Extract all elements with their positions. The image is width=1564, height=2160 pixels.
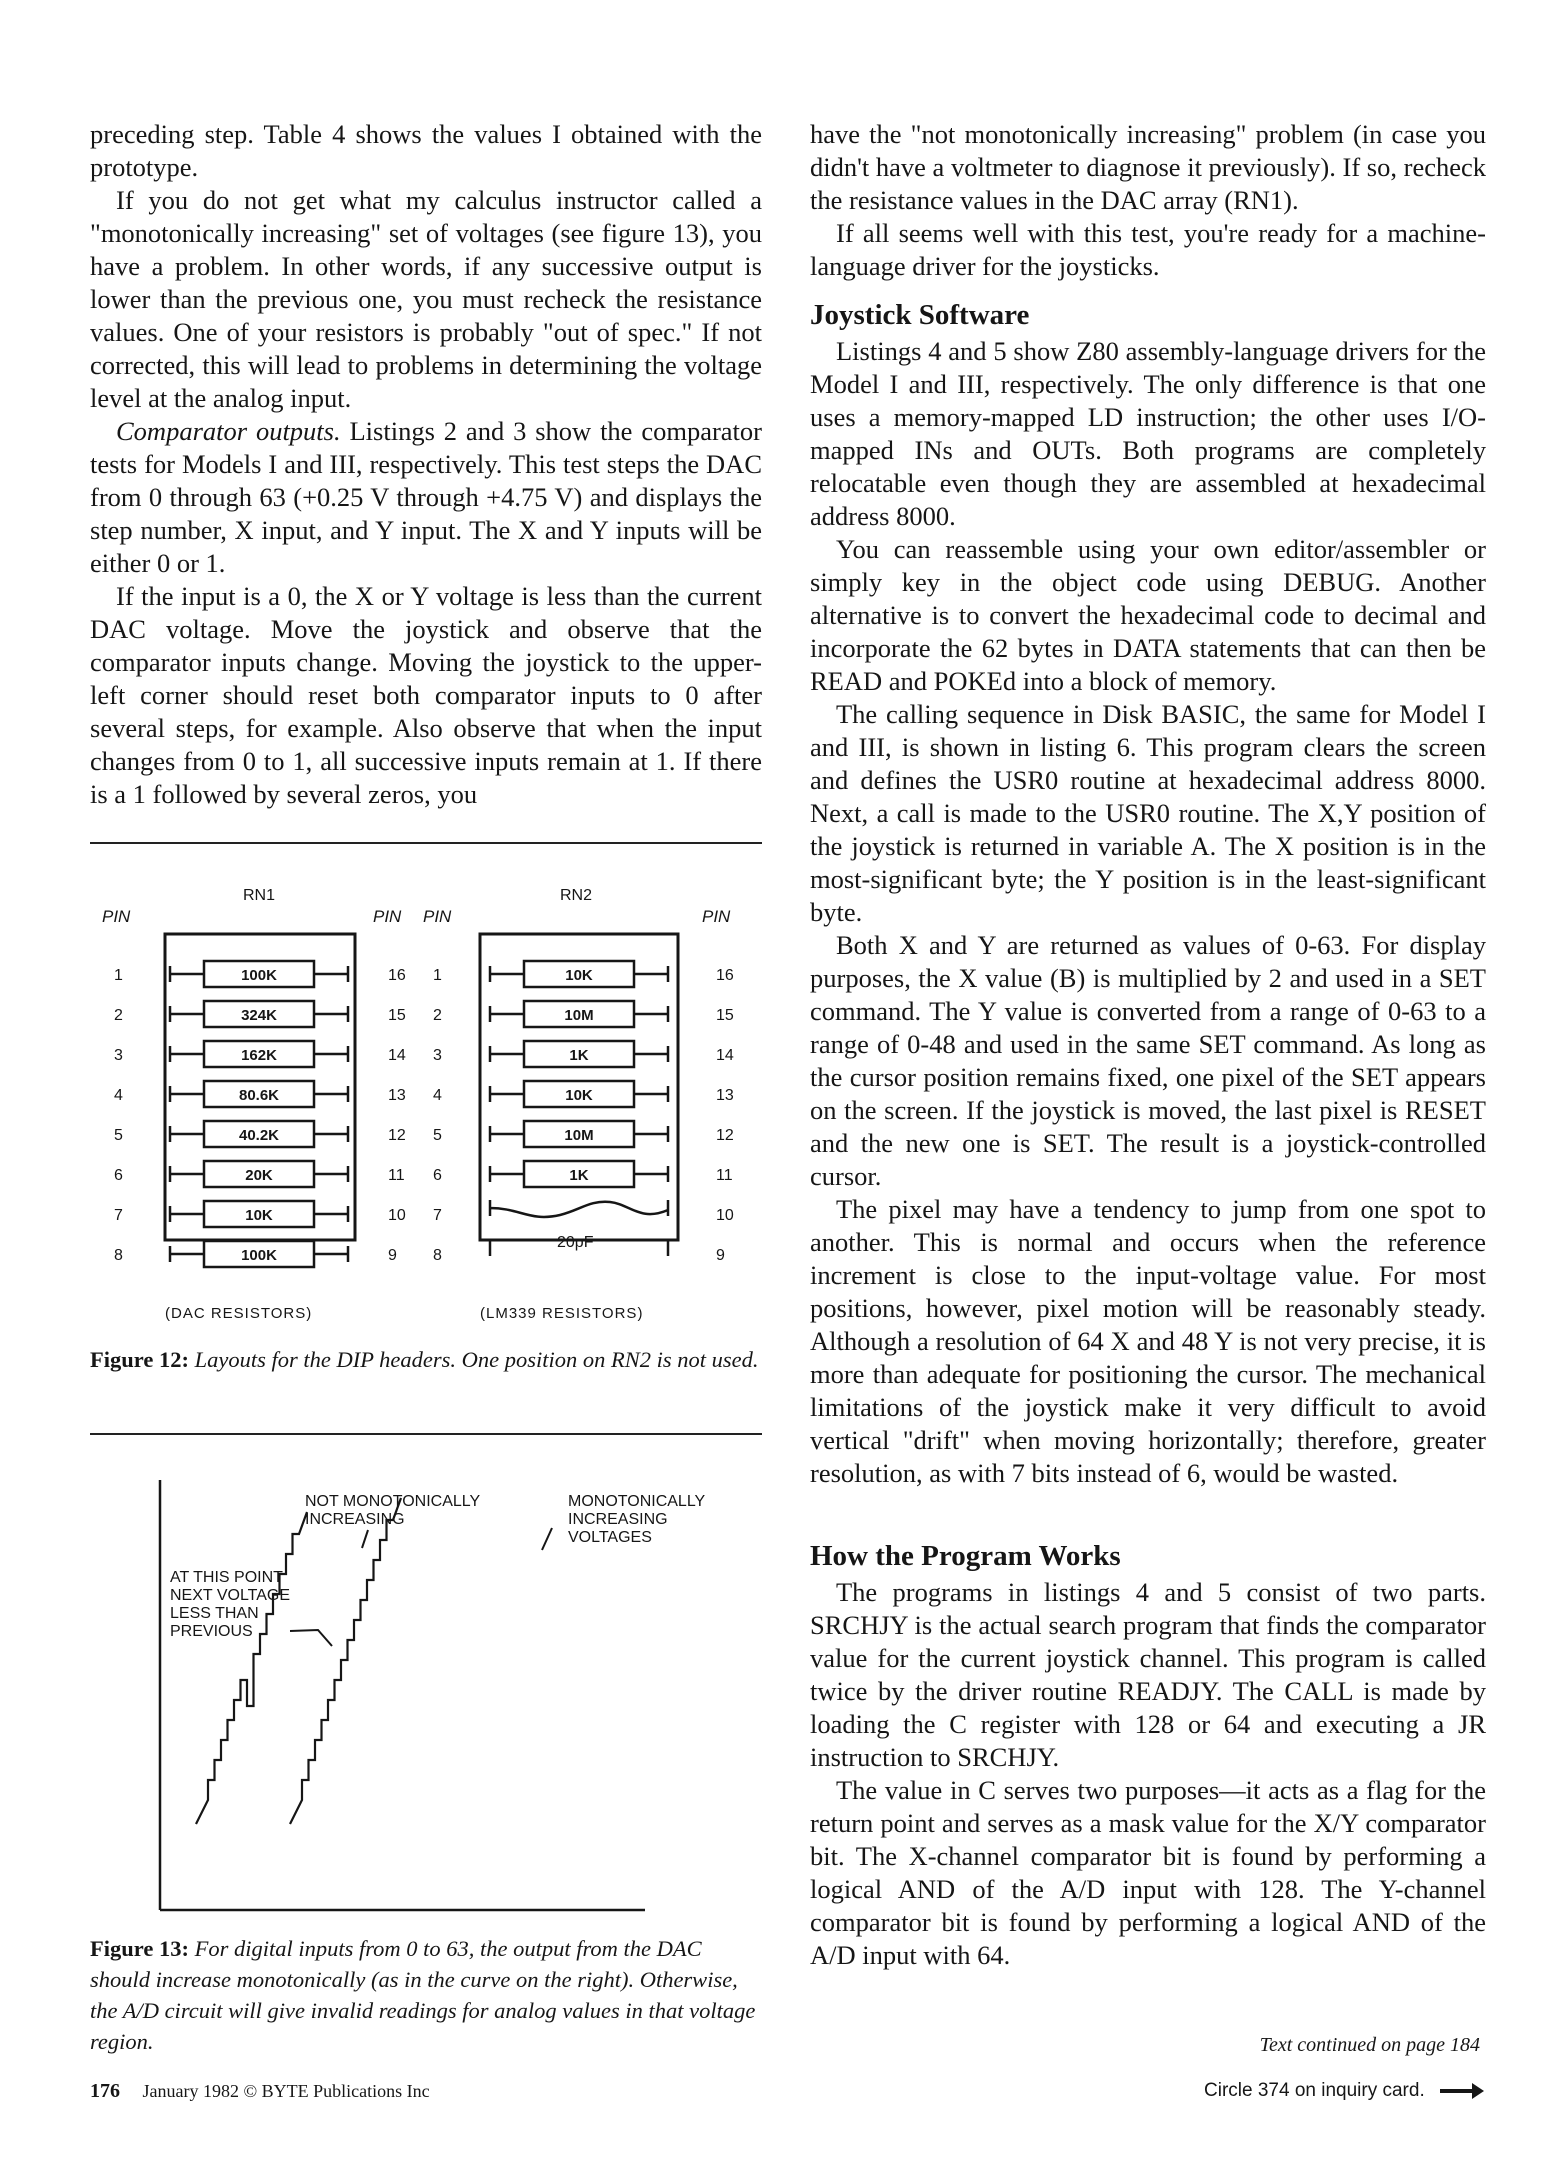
resistor-value: 324K [241, 1007, 277, 1024]
left-column [90, 118, 762, 811]
footer-right [1204, 2080, 1480, 2102]
paragraph [90, 415, 762, 580]
figure-12-diagram [90, 870, 770, 1340]
paragraph: If you do not get what my calculus instructor called a "monotonically increasing" set of voltages (see figure 13), you have a problem. In other words, if any successive output is lower than the previous one, you must recheck the resistance values. One of your resistors is probably "out of spec." If not corrected, this will lead to problems in determining the voltage level at the analog input. [90, 185, 762, 413]
resistor-value: 1K [569, 1047, 589, 1064]
paragraph: preceding step. Table 4 shows the values I obtained with the prototype. [90, 119, 762, 182]
pin-number: 14 [388, 1047, 406, 1064]
pin-number: 15 [716, 1007, 734, 1024]
pin-header: PIN [102, 907, 131, 926]
paragraph: If all seems well with this test, you're ready for a machine-language driver for the joysticks. [810, 218, 1486, 281]
pin-number: 8 [114, 1247, 123, 1264]
label-monotonic: INCREASING [568, 1511, 668, 1528]
pin-number: 16 [716, 967, 734, 984]
rn2-title: RN2 [560, 887, 593, 904]
pin-number: 12 [716, 1127, 734, 1144]
callout-arrow [290, 1630, 332, 1646]
section-heading: How the Program Works [810, 1540, 1121, 1572]
resistor-value: 10M [564, 1127, 594, 1144]
figure-rule [90, 1433, 762, 1435]
paragraph: The programs in listings 4 and 5 consist of two parts. SRCHJY is the actual search program that finds the comparator value for the current joystick channel. This program is called twice by the driver routine READJY. The CALL is made by loading the C register with 128 or 64 and executing a JR instruction to SRCHJY. [810, 1577, 1486, 1772]
pin-number: 10 [716, 1207, 734, 1224]
pin-header: PIN [423, 907, 452, 926]
label-point: LESS THAN [170, 1605, 259, 1622]
section-heading: Joystick Software [810, 299, 1030, 331]
pin-number: 4 [114, 1087, 123, 1104]
rn1-note: (DAC RESISTORS) [165, 1305, 313, 1322]
pin-number: 15 [388, 1007, 406, 1024]
resistor-value: 10M [564, 1007, 594, 1024]
pin-number: 8 [433, 1247, 442, 1264]
pin-number: 7 [114, 1207, 123, 1224]
pin-number: 1 [433, 967, 442, 984]
footer-left [90, 2080, 430, 2103]
paragraph: The calling sequence in Disk BASIC, the same for Model I and III, is shown in listing 6. This program clears the screen and defines the USR0 routine at hexadecimal address 8000. Next, a call is made to the USR0 routine. The X,Y position of the joystick is returned in variable A. The X position is in the most-significant byte; the Y position is in the least-significant byte. [810, 699, 1486, 927]
figure-rule [90, 842, 762, 844]
right-column [810, 118, 1486, 1972]
pin-number: 14 [716, 1047, 734, 1064]
pin-number: 5 [433, 1127, 442, 1144]
inquiry-text: Circle 374 on inquiry card. [1204, 2080, 1425, 2101]
caption-label: Figure 13: [90, 1936, 189, 1961]
resistor-value: 10K [565, 967, 593, 984]
pin-number: 11 [388, 1167, 405, 1184]
continued-note: Text continued on page 184 [1259, 2034, 1480, 2056]
pin-number: 5 [114, 1127, 123, 1144]
pin-number: 9 [388, 1247, 397, 1264]
arrow-right-icon [1440, 2089, 1480, 2093]
pin-number: 1 [114, 967, 123, 984]
resistor-value: 10K [565, 1087, 593, 1104]
pin-number: 3 [114, 1047, 123, 1064]
paragraph: Listings 4 and 5 show Z80 assembly-language drivers for the Model I and III, respectively. The only difference is that one uses a memory-mapped LD instruction; the other uses I/O-mapped INs and OUTs. Both programs are completely relocatable even though they are assembled at hexadecimal address 8000. [810, 336, 1486, 531]
label-not-monotonic: INCREASING [305, 1511, 405, 1528]
label-point: AT THIS POINT [170, 1569, 283, 1586]
figure-13-caption [90, 1933, 762, 2057]
pin-number: 10 [388, 1207, 406, 1224]
rn1-resistor-rows [114, 961, 406, 1267]
paragraph: The value in C serves two purposes—it acts as a flag for the return point and serves as a mask value for the X/Y comparator bit. The X-channel comparator bit is found by performing a logical AND of the A/D input with 128. The Y-channel comparator bit is found by performing a logical AND of the A/D input with 64. [810, 1775, 1486, 1970]
pin-number: 2 [433, 1007, 442, 1024]
run-in-heading: Comparator outputs. [116, 416, 341, 446]
pin-header: PIN [702, 907, 731, 926]
pin-number: 12 [388, 1127, 406, 1144]
label-monotonic: VOLTAGES [568, 1529, 652, 1546]
resistor-value: 80.6K [238, 1087, 280, 1104]
pin-header: PIN [373, 907, 402, 926]
resistor-value: 162K [241, 1047, 277, 1064]
label-not-monotonic: NOT MONOTONICALLY [305, 1493, 481, 1510]
pin-number: 6 [433, 1167, 442, 1184]
non-monotonic-curve [196, 1512, 307, 1824]
paragraph: The pixel may have a tendency to jump from one spot to another. This is normal and occurs when the reference increment is close to the input-voltage value. For most positions, however, pixel motion will be reasonably steady. Although a resolution of 64 X and 48 Y is not very precise, it is more than adequate for positioning the cursor. The mechanical limitations of the joystick make it very difficult to avoid vertical "drift" when moving horizontally; therefore, greater resolution, as with 7 bits instead of 6, would be wasted. [810, 1194, 1486, 1488]
capacitor-label: 20pF [557, 1234, 594, 1251]
resistor-value: 1K [569, 1167, 589, 1184]
pin-number: 7 [433, 1207, 442, 1224]
resistor-value: 10K [245, 1207, 273, 1224]
label-point: PREVIOUS [170, 1623, 253, 1640]
paragraph: If the input is a 0, the X or Y voltage is less than the current DAC voltage. Move the joystick and observe that the comparator inputs change. Moving the joystick to the upper-left corner should reset both comparator inputs to 0 after several steps, for example. Also observe that when the input changes from 0 to 1, all successive inputs remain at 1. If there is a 1 followed by several zeros, you [90, 581, 762, 809]
paragraph: Both X and Y are returned as values of 0-63. For display purposes, the X value (B) is multiplied by 2 and used in a SET command. The Y value is converted from a range of 0-63 to a range of 0-48 and used in the same SET command. As long as the cursor position remains fixed, one pixel of the SET appears on the screen. If the joystick is moved, the last pixel is RESET and the new one is SET. The result is a joystick-controlled cursor. [810, 930, 1486, 1191]
resistor-value: 100K [241, 1247, 277, 1264]
label-monotonic: MONOTONICALLY [568, 1493, 706, 1510]
pin-number: 13 [388, 1087, 406, 1104]
pin-number: 2 [114, 1007, 123, 1024]
label-point: NEXT VOLTAGE [170, 1587, 291, 1604]
resistor-value: 40.2K [238, 1127, 280, 1144]
resistor-value: 20K [245, 1167, 273, 1184]
label-leader [362, 1528, 552, 1550]
page-number: 176 [90, 2080, 120, 2102]
pin-number: 4 [433, 1087, 442, 1104]
caption-label: Figure 12: [90, 1347, 189, 1372]
pin-number: 13 [716, 1087, 734, 1104]
pin-number: 16 [388, 967, 406, 984]
publication-line: January 1982 © BYTE Publications Inc [142, 2081, 430, 2101]
rn1-title: RN1 [243, 887, 276, 904]
rn2-note: (LM339 RESISTORS) [480, 1305, 644, 1322]
pin-number: 3 [433, 1047, 442, 1064]
pin-number: 9 [716, 1247, 725, 1264]
pin-number: 11 [716, 1167, 733, 1184]
pin-number: 6 [114, 1167, 123, 1184]
caption-text: Layouts for the DIP headers. One position on RN2 is not used. [194, 1347, 759, 1372]
caption-text: For digital inputs from 0 to 63, the output from the DAC should increase monotonically (as in the curve on the right). Otherwise, the A/D circuit will give invalid readings for analog values in that voltage region. [90, 1936, 756, 2054]
paragraph-text: Listings 2 and 3 show the comparator tests for Models I and III, respectively. This test steps the DAC from 0 through 63 (+0.25 V through +4.75 V) and displays the step number, X input, and Y input. The X and Y inputs will be either 0 or 1. [90, 416, 762, 578]
resistor-value: 100K [241, 967, 277, 984]
paragraph: have the "not monotonically increasing" problem (in case you didn't have a voltmeter to diagnose it previously). If so, recheck the resistance values in the DAC array (RN1). [810, 119, 1486, 215]
figure-13-diagram [150, 1470, 750, 1920]
rn2-resistor-rows [433, 961, 734, 1264]
monotonic-curve [290, 1498, 401, 1824]
paragraph: You can reassemble using your own editor/assembler or simply key in the object code using DEBUG. Another alternative is to convert the hexadecimal code to decimal and incorporate the 62 bytes in DATA statements that can then be READ and POKEd into a block of memory. [810, 534, 1486, 696]
capacitor-wire [490, 1200, 668, 1217]
figure-12-caption [90, 1344, 762, 1375]
